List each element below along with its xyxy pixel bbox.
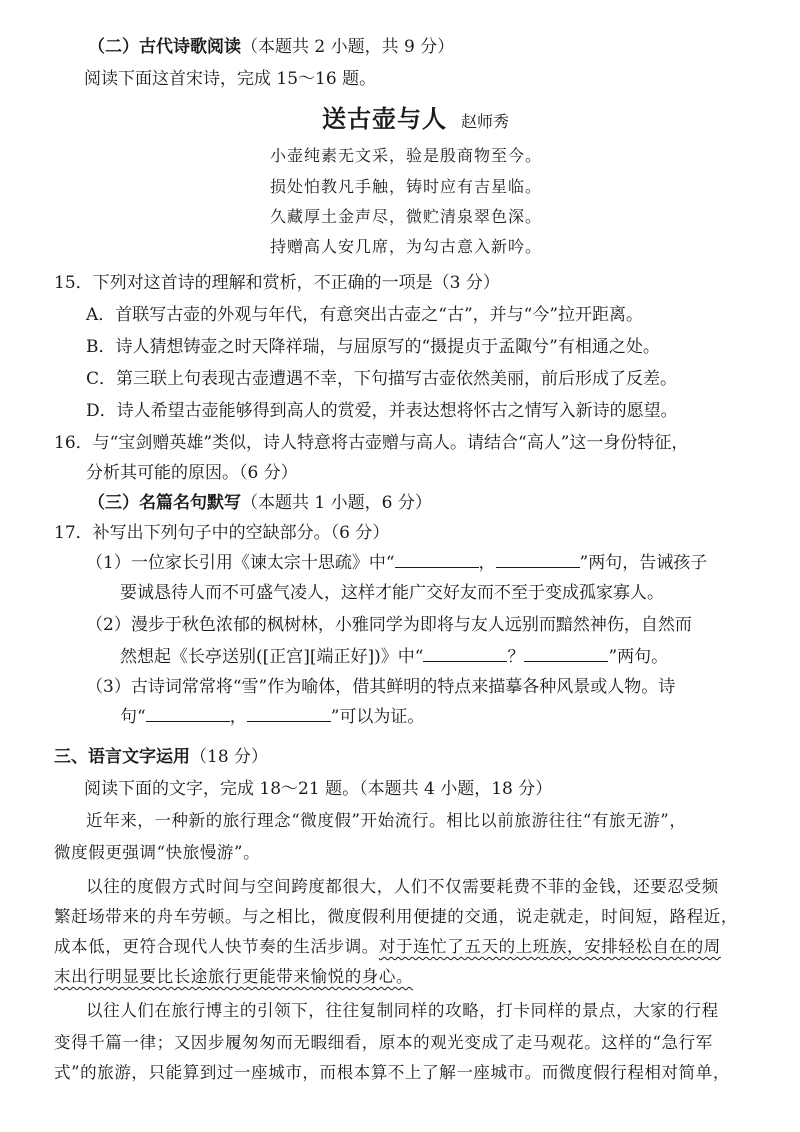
option-d: D．诗人希望古壶能够得到高人的赏爱，并表达想将怀古之情写入新诗的愿望。 [86, 401, 678, 421]
poem-line: 持赠高人安几席，为勾古意入新吟。 [270, 237, 543, 256]
passage-line: 变得千篇一律；又因步履匆匆而无暇细看，原本的观光变成了走马观花。这样的“急行军 [54, 1033, 713, 1052]
passage-line: 以往人们在旅行博主的引领下，往往复制同样的攻略，打卡同样的景点，大家的行程 [86, 1001, 719, 1020]
question-17-part3-line2: 句“ ， ”可以为证。 [120, 707, 425, 727]
section-note: （本题共 1 小题，6 分） [241, 493, 432, 513]
part-heading-language: 三、语言文字运用（18 分） [54, 747, 269, 767]
question-17-stem: 17．补写出下列句子中的空缺部分。（6 分） [54, 523, 390, 543]
answer-blank[interactable] [395, 553, 479, 568]
part-note: （18 分） [190, 747, 269, 767]
passage-line: 成本低，更符合现代人快节奏的生活步调。对于连忙了五天的上班族，安排轻松自在的周 [54, 937, 721, 956]
answer-blank[interactable] [146, 707, 230, 722]
passage-line [54, 966, 413, 988]
answer-blank[interactable] [423, 647, 507, 662]
question-17-part1-line1: （1）一位家长引用《谏太宗十思疏》中“ ， ”两句，告诫孩子 [86, 553, 708, 573]
poem-line: 小壶纯素无文采，验是殷商物至今。 [270, 146, 543, 165]
section-heading-poetry: （二）古代诗歌阅读（本题共 2 小题，共 9 分） [88, 37, 455, 57]
poem-line: 损处怕教凡手触，铸时应有吉星临。 [270, 177, 543, 196]
answer-blank[interactable] [524, 647, 608, 662]
poem-line: 久藏厚土金声尽，微贮清泉翠色深。 [270, 207, 543, 226]
question-17-part2-line2: 然想起《长亭送别([正宫][端正好])》中“ ？ ”两句。 [120, 647, 669, 667]
question-15-stem: 15．下列对这首诗的理解和赏析，不正确的一项是（3 分） [54, 273, 500, 293]
question-17-part2-line1: （2）漫步于秋色浓郁的枫树林，小雅同学为即将与友人远别而黯然神伤，自然而 [86, 615, 692, 635]
passage-line: 繁赶场带来的舟车劳顿。与之相比，微度假利用便捷的交通，说走就走，时间短，路程近， [54, 907, 738, 926]
instruction-poetry: 阅读下面这首宋诗，完成 15～16 题。 [84, 69, 377, 89]
answer-blank[interactable] [496, 553, 580, 568]
option-c: C．第三联上句表现古壶遭遇不幸，下句描写古壶依然美丽，前后形成了反差。 [86, 369, 678, 389]
section-heading-recitation: （三）名篇名句默写（本题共 1 小题，6 分） [88, 493, 432, 513]
question-16-line1: 16．与“宝剑赠英雄”类似，诗人特意将古壶赠与高人。请结合“高人”这一身份特征， [54, 433, 689, 453]
question-17-part3-line1: （3）古诗词常常将“雪”作为喻体，借其鲜明的特点来描摹各种风景或人物。诗 [86, 677, 676, 697]
section-note: （本题共 2 小题，共 9 分） [241, 37, 455, 57]
answer-blank[interactable] [247, 707, 331, 722]
passage-line: 近年来，一种新的旅行理念“微度假”开始流行。相比以前旅游往往“有旅无游”， [86, 811, 687, 830]
poem-title: 送古壶与人 [322, 104, 447, 133]
question-16-line2: 分析其可能的原因。（6 分） [86, 463, 298, 483]
passage-line: 以往的度假方式时间与空间跨度都很大，人们不仅需要耗费不菲的金钱，还要忍受频 [86, 877, 719, 896]
instruction-language: 阅读下面的文字，完成 18～21 题。（本题共 4 小题，18 分） [84, 779, 553, 799]
poem-author: 赵师秀 [461, 112, 510, 131]
underlined-sentence: 末出行明显要比长途旅行更能带来愉悦的身心。 [54, 967, 414, 986]
question-17-part1-line2: 要诚恳待人而不可盛气凌人，这样才能广交好友而不至于变成孤家寡人。 [120, 583, 664, 603]
passage-line: 式”的旅游，只能算到过一座城市，而根本算不上了解一座城市。而微度假行程相对简单， [54, 1063, 730, 1082]
poem-title-block [322, 104, 509, 137]
option-a: A．首联写古壶的外观与年代，有意突出古壶之“古”，并与“今”拉开距离。 [86, 305, 644, 325]
passage-line: 微度假更强调“快旅慢游”。 [54, 843, 261, 862]
underlined-sentence: 对于连忙了五天的上班族，安排轻松自在的周 [378, 937, 721, 956]
option-b: B．诗人猜想铸壶之时天降祥瑞，与屈原写的“摄提贞于孟陬兮”有相通之处。 [86, 337, 660, 357]
